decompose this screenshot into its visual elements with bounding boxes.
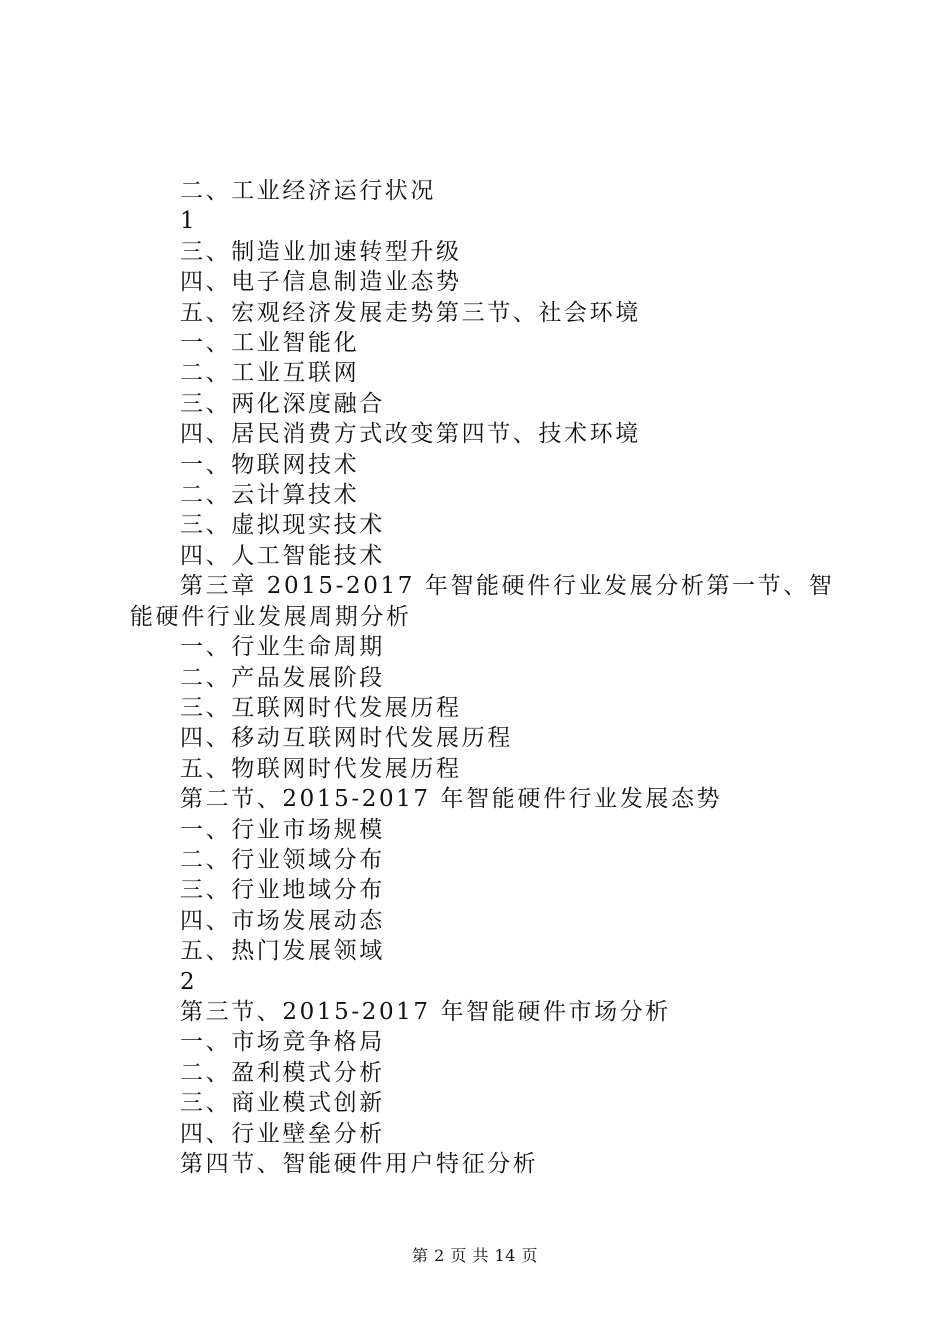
- text-line: 五、宏观经济发展走势第三节、社会环境: [180, 299, 641, 326]
- text-line: 一、物联网技术: [180, 451, 360, 478]
- text-line: 二、产品发展阶段: [180, 664, 385, 691]
- text-line: 三、虚拟现实技术: [180, 512, 385, 539]
- text-line: 二、盈利模式分析: [180, 1059, 385, 1086]
- text-line: 一、行业生命周期: [180, 634, 385, 661]
- section-heading: 第二节、2015-2017 年智能硬件行业发展态势: [180, 786, 723, 813]
- text-line: 三、互联网时代发展历程: [180, 694, 462, 721]
- text-line: 二、工业经济运行状况: [180, 178, 436, 204]
- page-marker-line: 1: [180, 208, 198, 235]
- section-heading: 第四节、智能硬件用户特征分析: [180, 1151, 539, 1177]
- text-line: 三、两化深度融合: [180, 390, 385, 417]
- text-line: 四、行业壁垒分析: [180, 1120, 385, 1147]
- document-body: [130, 176, 850, 1179]
- chapter-heading: 第三章 2015-2017 年智能硬件行业发展分析第一节、智能硬件行业发展周期分析: [130, 573, 835, 630]
- text-line: 三、行业地域分布: [180, 877, 385, 904]
- text-line: 四、电子信息制造业态势: [180, 269, 462, 296]
- text-line: 四、市场发展动态: [180, 907, 385, 934]
- page-marker-line: 2: [180, 968, 198, 995]
- text-line: 二、行业领域分布: [180, 846, 385, 873]
- text-line: 三、制造业加速转型升级: [180, 238, 462, 265]
- text-line: 一、行业市场规模: [180, 816, 385, 843]
- text-line: 三、商业模式创新: [180, 1090, 385, 1117]
- text-line: 四、移动互联网时代发展历程: [180, 725, 513, 752]
- text-line: 二、云计算技术: [180, 482, 360, 509]
- text-line: 四、人工智能技术: [180, 542, 385, 569]
- text-line: 二、工业互联网: [180, 360, 360, 387]
- section-heading: 第三节、2015-2017 年智能硬件市场分析: [180, 998, 671, 1025]
- text-line: 四、居民消费方式改变第四节、技术环境: [180, 421, 641, 448]
- text-line: 一、市场竞争格局: [180, 1029, 385, 1056]
- text-line: 一、工业智能化: [180, 330, 360, 357]
- page-footer: 第 2 页 共 14 页: [412, 1246, 538, 1265]
- text-line: 五、物联网时代发展历程: [180, 755, 462, 782]
- text-line: 五、热门发展领域: [180, 938, 385, 965]
